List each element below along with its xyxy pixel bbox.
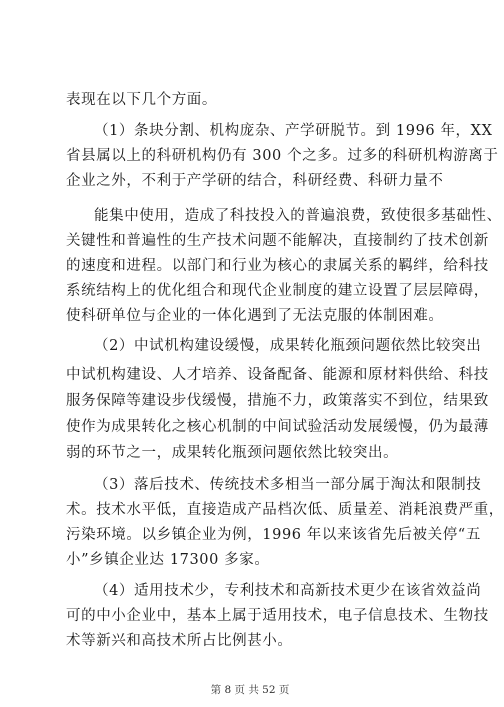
paragraph-line: （1）条块分割、机构庞杂、产学研脱节。到 1996 年，XX	[94, 123, 493, 139]
paragraph-line: 小”乡镇企业达 17300 多家。	[66, 552, 270, 568]
paragraph-line: 关键性和普遍性的生产技术问题不能解决，直接制约了技术创新	[66, 233, 489, 249]
paragraph-line: 使科研单位与企业的一体化遇到了无法克服的体制困难。	[66, 308, 444, 324]
paragraph-line: （2）中试机构建设缓慢，成果转化瓶颈问题依然比较突出	[94, 338, 482, 354]
paragraph-line: （4）适用技术少，专利技术和高新技术更少在该省效益尚	[94, 583, 482, 599]
paragraph-line: 污染环境。以乡镇企业为例，1996 年以来该省先后被关停“五	[66, 527, 481, 543]
paragraph-line: 系统结构上的优化组合和现代企业制度的建立设置了层层障碍，	[66, 283, 489, 299]
paragraph-line: 能集中使用，造成了科技投入的普遍浪费，致使很多基础性、	[94, 208, 502, 224]
paragraph-line: 中试机构建设、人才培养、设备配备、能源和原材料供给、科技	[66, 367, 489, 383]
paragraph-line: 省县属以上的科研机构仍有 300 个之多。过多的科研机构游离于	[66, 148, 499, 164]
paragraph-line: 的速度和进程。以部门和行业为核心的隶属关系的羁绊，给科技	[66, 258, 489, 274]
paragraph-line: （3）落后技术、传统技术多相当一部分属于淘汰和限制技	[94, 477, 482, 493]
paragraph-line: 术等新兴和高技术所占比例甚小。	[66, 633, 293, 649]
paragraph-line: 使作为成果转化之核心机制的中间试验活动发展缓慢，仍为最薄	[66, 419, 489, 435]
page-footer: 第 8 页 共 52 页	[210, 684, 290, 696]
paragraph-line: 企业之外，不利于产学研的结合，科研经费、科研力量不	[66, 173, 444, 189]
paragraph-line: 表现在以下几个方面。	[66, 92, 217, 108]
paragraph-line: 弱的环节之一，成果转化瓶颈问题依然比较突出。	[66, 445, 399, 461]
paragraph-line: 服务保障等建设步伐缓慢，措施不力，政策落实不到位，结果致	[66, 393, 489, 409]
paragraph-line: 可的中小企业中，基本上属于适用技术，电子信息技术、生物技	[66, 608, 489, 624]
paragraph-line: 术。技术水平低，直接造成产品档次低、质量差、消耗浪费严重，	[66, 502, 504, 518]
